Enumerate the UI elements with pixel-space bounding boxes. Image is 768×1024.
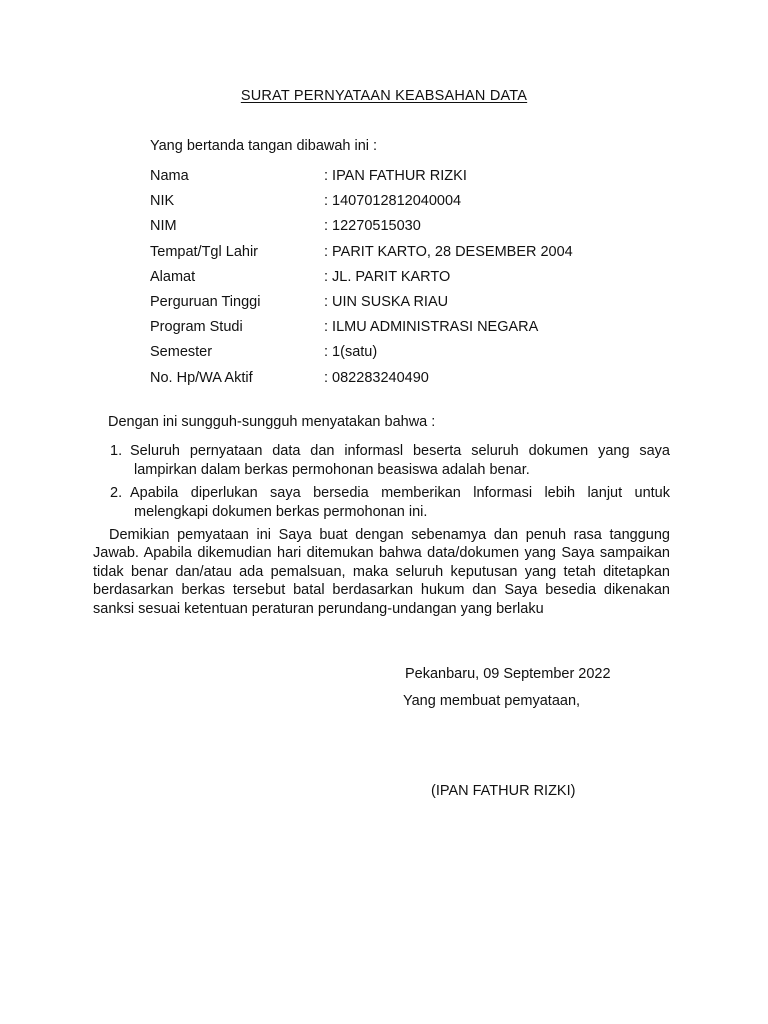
field-label: Perguruan Tinggi xyxy=(150,293,261,310)
signer-name: (IPAN FATHUR RIZKI) xyxy=(431,783,576,799)
list-number: 1. xyxy=(110,443,123,459)
list-line: lampirkan dalam berkas permohonan beasiswa adalah benar. xyxy=(134,462,530,478)
field-label: Tempat/Tgl Lahir xyxy=(150,243,258,260)
list-text xyxy=(130,484,670,522)
list-item xyxy=(110,484,670,522)
statement-text: Dengan ini sungguh-sungguh menyatakan bahwa : xyxy=(108,414,436,430)
field-value: : 1407012812040004 xyxy=(324,193,462,210)
field-row-phone xyxy=(150,368,573,393)
field-row-program xyxy=(150,317,573,342)
field-value: : ILMU ADMINISTRASI NEGARA xyxy=(324,319,539,336)
list-line: Apabila diperlukan saya bersedia memberikan lnformasi lebih lanjut untuk xyxy=(130,485,670,501)
place-date: Pekanbaru, 09 September 2022 xyxy=(405,666,611,682)
identity-fields xyxy=(150,166,573,393)
field-value: : UIN SUSKA RIAU xyxy=(324,293,449,310)
list-item xyxy=(110,442,670,480)
field-row-university xyxy=(150,292,573,317)
field-value: : JL. PARIT KARTO xyxy=(324,268,451,285)
field-value: : 1(satu) xyxy=(324,344,378,361)
intro-text: Yang bertanda tangan dibawah ini : xyxy=(150,138,378,154)
field-row-address xyxy=(150,267,573,292)
field-label: Semester xyxy=(150,344,213,361)
closing-paragraph: Demikian pemyataan ini Saya buat dengan sebenamya dan penuh rasa tanggung Jawab. Apabila dikemudian hari ditemukan bahwa data/dokumen yang Saya sampaikan tidak benar dan/atau ada pemalsuan, maka seluruh keputusan yang tetah ditetapkan berdasarkan berkas tersebut batal berdasarkan hukum dan Saya besedia dikenakan sanksi sesuai ketentuan peraturan perundang-undangan yang berlaku xyxy=(93,527,670,617)
field-value: : 082283240490 xyxy=(324,369,429,386)
field-row-nik xyxy=(150,191,573,216)
field-label: NIM xyxy=(150,218,177,235)
list-number: 2. xyxy=(110,485,123,501)
field-value: : IPAN FATHUR RIZKI xyxy=(324,168,467,184)
list-text xyxy=(130,442,670,480)
maker-label: Yang membuat pemyataan, xyxy=(403,693,581,709)
field-value: : 12270515030 xyxy=(324,218,421,235)
field-label: Nama xyxy=(150,168,189,184)
field-row-nim xyxy=(150,216,573,241)
field-row-birth xyxy=(150,242,573,267)
field-value: : PARIT KARTO, 28 DESEMBER 2004 xyxy=(324,243,573,260)
field-label: NIK xyxy=(150,193,175,210)
document-title-text: SURAT PERNYATAAN KEABSAHAN DATA xyxy=(240,88,528,104)
field-label: Alamat xyxy=(150,268,196,285)
field-row-semester xyxy=(150,342,573,367)
document-title xyxy=(0,88,768,104)
declaration-list xyxy=(110,442,670,526)
field-label: No. Hp/WA Aktif xyxy=(150,369,253,386)
list-line: Seluruh pernyataan data dan informasl beserta seluruh dokumen yang saya xyxy=(130,443,670,459)
field-label: Program Studi xyxy=(150,319,243,336)
list-line: melengkapi dokumen berkas permohonan ini. xyxy=(134,504,428,520)
field-row-nama xyxy=(150,166,573,191)
